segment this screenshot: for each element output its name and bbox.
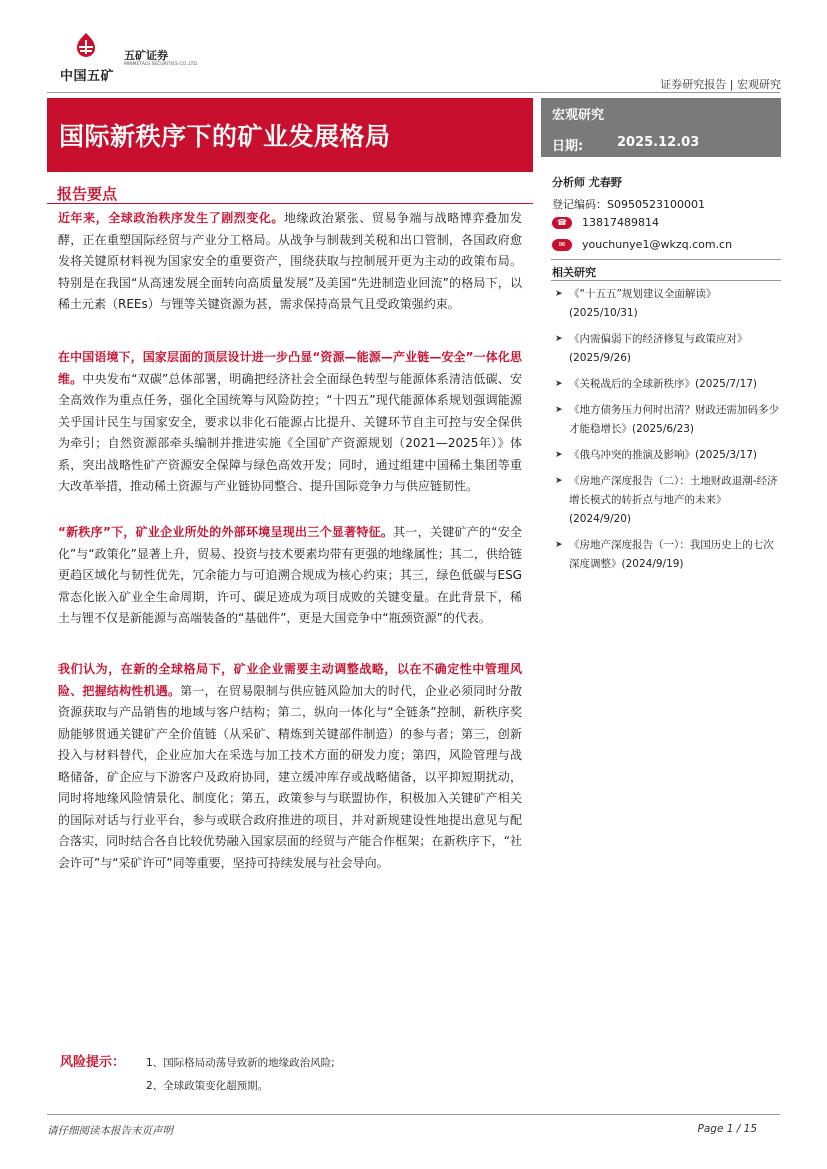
sidebar-divider bbox=[551, 259, 781, 260]
arrow-bullet-icon: ➤ bbox=[555, 450, 563, 460]
related-item[interactable] bbox=[555, 446, 783, 465]
arrow-bullet-icon: ➤ bbox=[555, 379, 563, 389]
related-research-list bbox=[555, 285, 783, 581]
footer-divider bbox=[47, 1114, 780, 1115]
brand-subtitle: MINMETALS SECURITIES CO.,LTD. bbox=[124, 62, 199, 67]
risk-item: 1、国际格局动荡导致新的地缘政治风险; bbox=[146, 1057, 335, 1069]
paragraph-lead: “新秩序”下，矿业企业所处的外部环境呈现出三个显著特征。 bbox=[58, 525, 394, 539]
analyst-phone-row bbox=[552, 216, 659, 229]
sidebar-divider bbox=[551, 280, 781, 281]
analyst-email-row bbox=[552, 238, 732, 251]
related-item[interactable] bbox=[555, 472, 783, 529]
arrow-bullet-icon: ➤ bbox=[555, 289, 563, 299]
report-type: 宏观研究 bbox=[552, 108, 605, 123]
title-banner bbox=[47, 98, 533, 172]
date-label: 日期: bbox=[552, 139, 584, 154]
analyst-phone: 13817489814 bbox=[582, 216, 659, 229]
related-item-title: 《内需偏弱下的经济修复与政策应对》(2025/9/26) bbox=[569, 333, 748, 364]
related-research-heading: 相关研究 bbox=[552, 266, 596, 279]
related-item[interactable] bbox=[555, 330, 783, 368]
related-item-title: 《关税战后的全球新秩序》(2025/7/17) bbox=[569, 378, 758, 390]
arrow-bullet-icon: ➤ bbox=[555, 334, 563, 344]
summary-paragraph bbox=[58, 347, 522, 498]
summary-paragraph bbox=[58, 208, 522, 316]
related-item-title: 《房地产深度报告（一）：我国历史上的七次深度调整》(2024/9/19) bbox=[569, 539, 774, 570]
report-category: 证券研究报告 | 宏观研究 bbox=[660, 78, 781, 91]
related-item[interactable] bbox=[555, 536, 783, 574]
related-item[interactable] bbox=[555, 401, 783, 439]
paragraph-lead: 在中国语境下，国家层面的顶层设计进一步凸显“资源—能源—产业链—安全”一体化思维。 bbox=[58, 350, 522, 386]
page-number: Page 1 / 15 bbox=[697, 1123, 757, 1135]
report-info-box bbox=[541, 98, 781, 157]
paragraph-lead: 近年来，全球政治秩序发生了剧烈变化。 bbox=[58, 211, 284, 225]
header-divider bbox=[47, 92, 780, 93]
analyst-name: 分析师 尤春野 bbox=[552, 176, 622, 189]
risk-label: 风险提示： bbox=[60, 1055, 126, 1070]
company-logo bbox=[60, 32, 199, 84]
arrow-bullet-icon: ➤ bbox=[555, 540, 563, 550]
report-title: 国际新秩序下的矿业发展格局 bbox=[59, 122, 391, 151]
arrow-bullet-icon: ➤ bbox=[555, 476, 563, 486]
group-name: 中国五矿 bbox=[60, 69, 115, 84]
risk-item: 2、全球政策变化超预期。 bbox=[146, 1080, 269, 1092]
brand-name: 五矿证券 bbox=[124, 49, 168, 62]
analyst-registration: 登记编码：S0950523100001 bbox=[552, 198, 705, 211]
related-item-title: 《“十五五”规划建议全面解读》(2025/10/31) bbox=[569, 288, 717, 319]
paragraph-body: 中央发布“双碳”总体部署，明确把经济社会全面绿色转型与能源体系清洁低碳、安全高效作为重点任务，强化全国统筹与风险防控；“十四五”现代能源体系规划强调能源关乎国计民生与国家安全，要求以非化石能源占比提升、关键环节自主可控与安全保供为牵引；自然资源部牵头编制并推进实施《全国矿产资源规划（2021—2025年）》体系，突出战略性矿产资源安全保障与绿色高效开发；同时，通过组建中国稀土集团等重大改革举措，推动稀土资源与产业链协同整合、提升国际竞争力与供应链韧性。 bbox=[58, 371, 522, 493]
summary-paragraph bbox=[58, 522, 522, 630]
paragraph-body: 地缘政治紧张、贸易争端与战略博弈叠加发酵，正在重塑国际经贸与产业分工格局。从战争与制裁到关税和出口管制，各国政府愈发将关键原材料视为国家安全的重要资产，围绕获取与控制展开更为主动的政策布局。特别是在我国“从高速发展全面转向高质量发展”及美国“先进制造业回流”的格局下，以稀土元素（REEs）与锂等关键资源为甚，需求保持高景气且受政策强约束。 bbox=[58, 211, 522, 311]
related-item[interactable] bbox=[555, 375, 783, 394]
related-item-title: 《俄乌冲突的推演及影响》(2025/3/17) bbox=[569, 449, 758, 461]
arrow-bullet-icon: ➤ bbox=[555, 405, 563, 415]
phone-icon: ☎ bbox=[552, 217, 572, 229]
email-icon: ✉ bbox=[552, 239, 572, 251]
summary-paragraph bbox=[58, 659, 522, 874]
section-divider bbox=[47, 203, 533, 204]
related-item-title: 《地方债务压力何时出清？财政还需加码多少才能稳增长》(2025/6/23) bbox=[569, 404, 779, 435]
analyst-email-link[interactable]: youchunye1@wkzq.com.cn bbox=[582, 238, 733, 251]
report-date: 2025.12.03 bbox=[617, 135, 700, 150]
footer-disclaimer: 请仔细阅读本报告末页声明 bbox=[47, 1125, 173, 1137]
paragraph-body: 其一，关键矿产的“安全化”与“政策化”显著上升，贸易、投资与技术要素均带有更强的地缘属性；其二，供给链更趋区域化与韧性优先，冗余能力与可追溯合规成为核心约束；其三，绿色低碳与ESG常态化嵌入矿业全生命周期，许可、碳足迹成为项目成败的关键变量。在此背景下，稀土与锂不仅是新能源与高端装备的“基础件”，更是大国竞争中“瓶颈资源”的代表。 bbox=[58, 525, 523, 625]
related-item[interactable] bbox=[555, 285, 783, 323]
minmetals-emblem-icon bbox=[74, 32, 98, 60]
paragraph-body: 第一，在贸易限制与供应链风险加大的时代，企业必须同时分散资源获取与产品销售的地域与客户结构；第二，纵向一体化与“全链条”控制，新秩序奖励能够贯通关键矿产全价值链（从采矿、精炼到关键部件制造）的参与者；第三，创新投入与材料替代，企业应加大在采选与加工技术方面的研发力度；第四，风险管理与战略储备，矿企应与下游客户及政府协同，建立缓冲库存或战略储备，以平抑短期扰动，同时将地缘风险情景化、制度化；第五，政策参与与联盟协作，积极加入关键矿产相关的国际对话与行业平台，参与或联合政府推进的项目，并对新规建设性地提出意见与配合落实，同时结合各自比较优势融入国家层面的经贸与产能合作框架；在新秩序下，“社会许可”与“采矿许可”同等重要，坚持可持续发展与社会导向。 bbox=[58, 683, 522, 870]
paragraph-lead: 我们认为，在新的全球格局下，矿业企业需要主动调整战略，以在不确定性中管理风险、把握结构性机遇。 bbox=[58, 662, 522, 698]
related-item-title: 《房地产深度报告（二）：土地财政退潮-经济增长模式的转折点与地产的未来》(2024/9/20) bbox=[569, 475, 778, 525]
section-title: 报告要点 bbox=[57, 185, 118, 203]
